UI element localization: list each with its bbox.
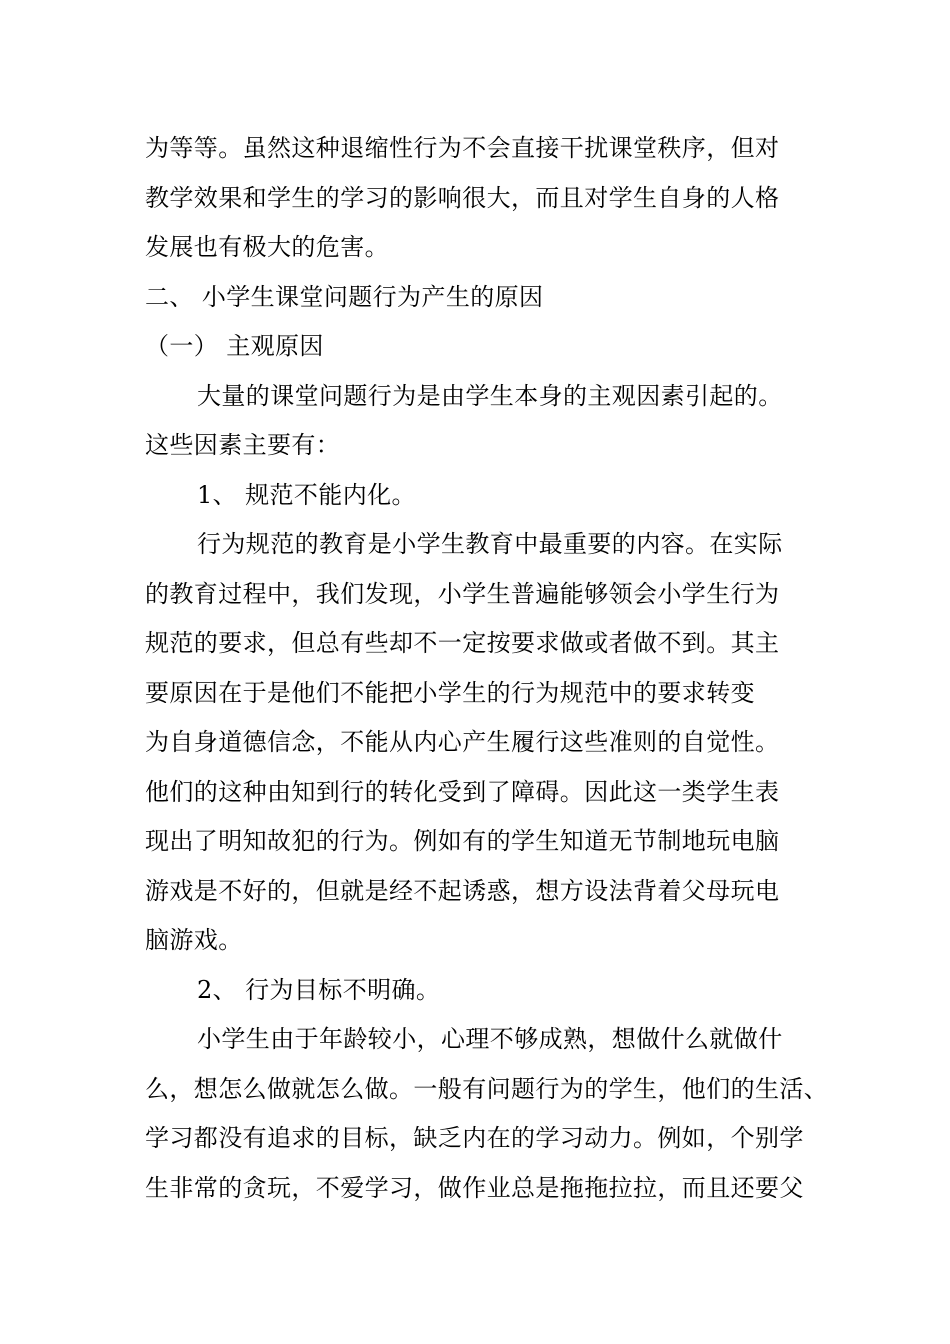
- text-line: 游戏是不好的，但就是经不起诱惑，想方设法背着父母玩电: [145, 876, 780, 905]
- text-line: 脑游戏。: [145, 926, 243, 954]
- text-line: 生非常的贪玩，不爱学习，做作业总是拖拖拉拉，而且还要父: [145, 1173, 804, 1202]
- text-line: 小学生由于年龄较小，心理不够成熟，想做什么就做什: [197, 1025, 783, 1053]
- text-line: 大量的课堂问题行为是由学生本身的主观因素引起的。: [197, 381, 783, 410]
- text-line: 他们的这种由知到行的转化受到了障碍。因此这一类学生表: [145, 777, 780, 806]
- text-line: 么，想怎么做就怎么做。一般有问题行为的学生，他们的生活、: [145, 1074, 829, 1103]
- text-line: 的教育过程中，我们发现，小学生普遍能够领会小学生行为: [145, 579, 780, 608]
- list-heading: 1、 规范不能内化。: [197, 480, 416, 509]
- text-line: 教学效果和学生的学习的影响很大，而且对学生自身的人格: [145, 183, 780, 212]
- text-line: 规范的要求，但总有些却不一定按要求做或者做不到。其主: [145, 629, 780, 657]
- text-line: 为自身道德信念，不能从内心产生履行这些准则的自觉性。: [145, 728, 780, 756]
- subsection-heading: （一） 主观原因: [145, 332, 324, 360]
- section-heading: 二、 小学生课堂问题行为产生的原因: [145, 282, 544, 311]
- text-line: 现出了明知故犯的行为。例如有的学生知道无节制地玩电脑: [145, 827, 780, 855]
- text-line: 发展也有极大的危害。: [145, 233, 389, 261]
- document-body: [145, 124, 829, 1213]
- text-line: 这些因素主要有：: [145, 431, 341, 459]
- text-line: 行为规范的教育是小学生教育中最重要的内容。在实际: [197, 530, 783, 558]
- text-line: 学习都没有追求的目标，缺乏内在的学习动力。例如，个别学: [145, 1124, 804, 1152]
- text-line: 为等等。虽然这种退缩性行为不会直接干扰课堂秩序，但对: [145, 134, 780, 162]
- text-line: 要原因在于是他们不能把小学生的行为规范中的要求转变: [145, 678, 755, 707]
- list-heading: 2、 行为目标不明确。: [197, 975, 441, 1004]
